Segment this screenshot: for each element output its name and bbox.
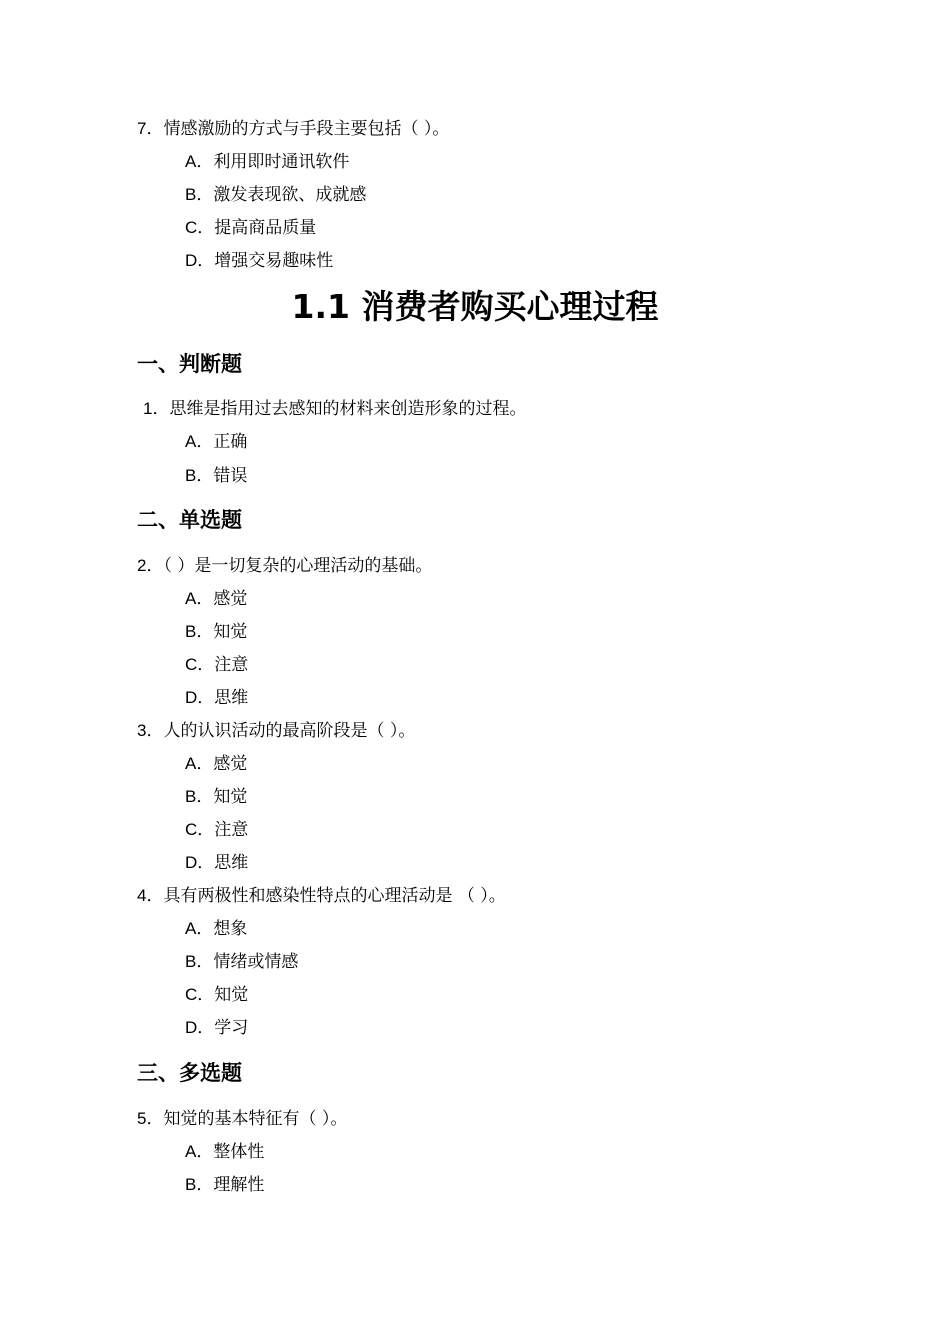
option-letter: D． [185, 1018, 215, 1037]
option-b [185, 788, 247, 806]
option-text: 知觉 [213, 622, 248, 642]
option-letter: B． [185, 466, 214, 485]
option-letter: A． [185, 589, 214, 608]
option-letter: B． [185, 1175, 214, 1194]
option-text: 提高商品质量 [214, 218, 317, 238]
question-text: 具有两极性和感染性特点的心理活动是 （ ）。 [163, 886, 506, 906]
option-text: 感觉 [213, 754, 248, 774]
section-heading-true-false: 一、判断题 [137, 352, 242, 376]
option-letter: B． [185, 622, 214, 641]
option-d [185, 854, 248, 872]
option-text: 知觉 [213, 787, 248, 807]
option-a [185, 755, 247, 773]
option-d [185, 1019, 248, 1037]
option-letter: B． [185, 185, 214, 204]
option-letter: D． [185, 688, 215, 707]
option-a [185, 433, 247, 451]
question-number: 7． [137, 119, 164, 138]
option-text: 增强交易趣味性 [214, 251, 334, 271]
option-letter: A． [185, 432, 214, 451]
option-text: 激发表现欲、成就感 [213, 185, 367, 205]
question-5 [137, 1110, 347, 1128]
option-text: 利用即时通讯软件 [213, 152, 350, 172]
option-letter: C． [185, 985, 215, 1004]
option-letter: A． [185, 1142, 214, 1161]
option-b [185, 186, 366, 204]
question-number: 4． [137, 886, 164, 905]
option-a [185, 153, 349, 171]
option-text: 思维 [214, 688, 249, 708]
option-text: 思维 [214, 853, 249, 873]
chapter-title: 1.1 消费者购买心理过程 [291, 287, 659, 326]
option-text: 知觉 [214, 985, 249, 1005]
question-text: 情感激励的方式与手段主要包括（ ）。 [163, 119, 450, 139]
question-number: 3． [137, 721, 164, 740]
option-text: 想象 [213, 919, 248, 939]
option-letter: B． [185, 787, 214, 806]
question-2 [137, 557, 432, 575]
question-number: 1． [143, 399, 170, 418]
section-heading-multiple-choice: 三、多选题 [137, 1061, 242, 1085]
option-c [185, 821, 248, 839]
option-text: 学习 [214, 1018, 249, 1038]
option-b [185, 1176, 264, 1194]
option-b [185, 953, 298, 971]
question-text: 知觉的基本特征有（ ）。 [163, 1109, 348, 1129]
option-text: 感觉 [213, 589, 248, 609]
option-letter: C． [185, 820, 215, 839]
option-a [185, 590, 247, 608]
option-letter: A． [185, 919, 214, 938]
option-d [185, 689, 248, 707]
option-text: 注意 [214, 655, 249, 675]
question-number: 5． [137, 1109, 164, 1128]
question-text: 人的认识活动的最高阶段是（ ）。 [163, 721, 416, 741]
option-text: 正确 [213, 432, 248, 452]
option-letter: C． [185, 655, 215, 674]
option-letter: D． [185, 853, 215, 872]
option-letter: B． [185, 952, 214, 971]
option-a [185, 1143, 264, 1161]
question-text: （ ）是一切复杂的心理活动的基础。 [163, 556, 433, 576]
option-text: 情绪或情感 [213, 952, 299, 972]
question-7 [137, 120, 449, 138]
option-d [185, 252, 333, 270]
section-heading-single-choice: 二、单选题 [137, 508, 242, 532]
question-3 [137, 722, 415, 740]
option-text: 错误 [213, 466, 248, 486]
question-4 [137, 887, 506, 905]
question-1 [143, 400, 526, 418]
option-c [185, 219, 316, 237]
option-b [185, 623, 247, 641]
option-letter: C． [185, 218, 215, 237]
question-number: 2． [137, 556, 164, 575]
option-text: 理解性 [213, 1175, 265, 1195]
option-text: 整体性 [213, 1142, 265, 1162]
option-letter: D． [185, 251, 215, 270]
option-b [185, 467, 247, 485]
option-letter: A． [185, 152, 214, 171]
option-c [185, 986, 248, 1004]
option-letter: A． [185, 754, 214, 773]
option-text: 注意 [214, 820, 249, 840]
question-text: 思维是指用过去感知的材料来创造形象的过程。 [169, 399, 527, 419]
option-c [185, 656, 248, 674]
option-a [185, 920, 247, 938]
